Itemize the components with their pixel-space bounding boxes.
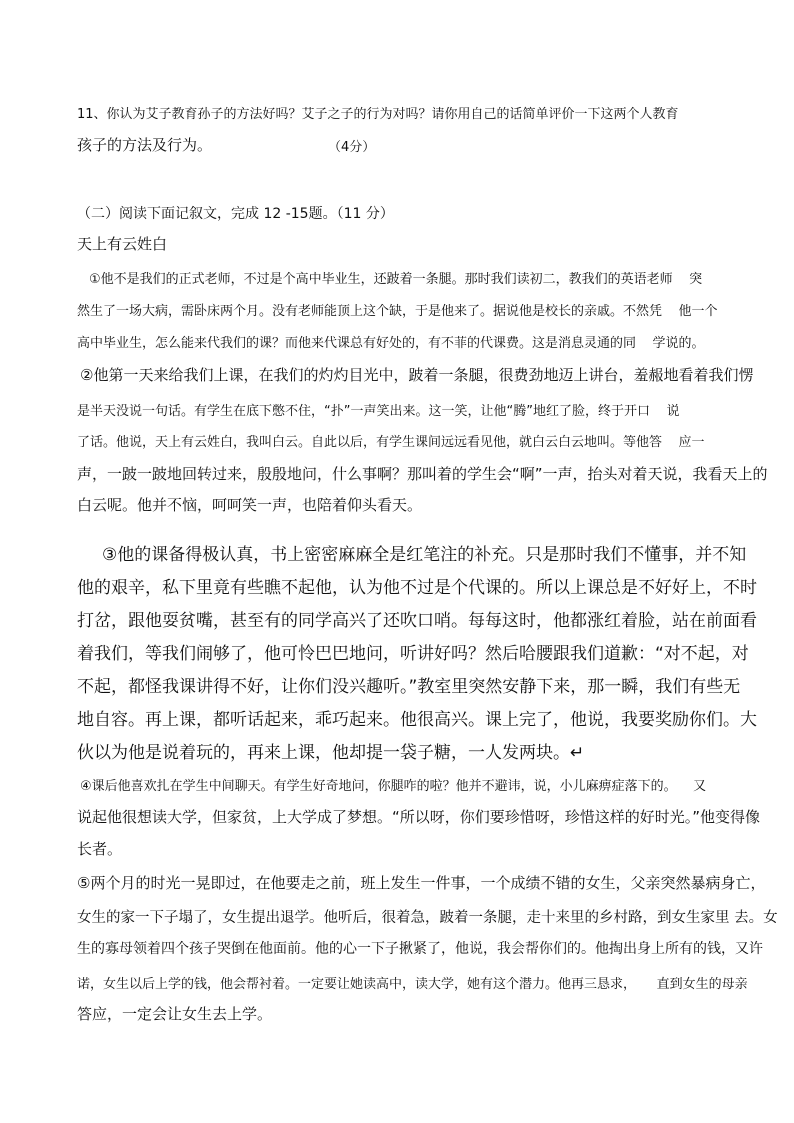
paragraph-line: 长者。 — [77, 840, 123, 858]
paragraph-line: ⑤两个月的时光一晃即过，在他要走之前，班上发生一件事，一个成绩不错的女生，父亲突然暴病身亡， — [77, 874, 766, 892]
paragraph-line: 答应，一定会让女生去上学。 — [77, 1005, 273, 1023]
paragraph-line: 说起他很想读大学，但家贫，上大学成了梦想。“所以呀，你们要珍惜呀，珍惜这样的好时光。”他变得像 — [77, 808, 761, 826]
passage-title: 天上有云姓白 — [77, 235, 168, 253]
question-text-line-1: 11、你认为艾子教育孙子的方法好吗？艾子之子的行为对吗？请你用自己的话简单评价一下这两个人教育 — [77, 107, 679, 122]
paragraph-line: ③他的课备得极认真，书上密密麻麻全是红笔注的补充。只是那时我们不懂事，并不知 — [102, 545, 747, 565]
paragraph-line: ①他不是我们的正式老师，不过是个高中毕业生，还跛着一条腿。那时我们读初二，教我们的英语老师 突 — [89, 272, 703, 287]
paragraph-line: 高中毕业生，怎么能来代我们的课？而他来代课总有好处的，有不菲的代课费。这是消息灵通的同 学说的。 — [77, 336, 705, 351]
paragraph-line: ②他第一天来给我们上课，在我们的灼灼目光中，跛着一条腿，很费劲地迈上讲台，羞赧地看着我们愣 — [80, 366, 754, 384]
paragraph-line: 然生了一场大病，需卧床两个月。没有老师能顶上这个缺，于是他来了。据说他是校长的亲戚。不然凭 他一个 — [77, 304, 718, 319]
paragraph-line: 了话。他说，天上有云姓白，我叫白云。自此以后，有学生课间远远看见他，就白云白云地叫。等他答 应一 — [77, 435, 705, 450]
question-score: （4分） — [328, 140, 376, 155]
section-instruction: （二）阅读下面记叙文，完成 12 -15题。（11 分） — [77, 206, 394, 222]
paragraph-line: 是半天没说一句话。有学生在底下憋不住，“扑”一声笑出来。这一笑，让他“腾”地红了脸，终于开口 说 — [77, 404, 680, 419]
paragraph-line: ④课后他喜欢扎在学生中间聊天。有学生好奇地问，你腿咋的啦？他并不避讳，说，小儿麻痹症落下的。 又 — [80, 779, 707, 794]
paragraph-line: 着我们，等我们闹够了，他可怜巴巴地问，听讲好吗？然后哈腰跟我们道歉：“对不起，对 — [77, 644, 749, 664]
question-text-line-2: 孩子的方法及行为。 — [77, 136, 213, 154]
paragraph-line: 白云呢。他并不恼，呵呵笑一声，也陪着仰头看天。 — [77, 496, 423, 514]
paragraph-line: 生的寡母领着四个孩子哭倒在他面前。他的心一下子揪紧了，他说，我会帮你们的。他掏出身上所有的钱，又许 — [77, 941, 763, 957]
paragraph-line: 他的艰辛，私下里竟有些瞧不起他，认为他不过是个代课的。所以上课总是不好好上，不时 — [77, 578, 757, 598]
paragraph-line: 打岔，跟他耍贫嘴，甚至有的同学高兴了还吹口哨。每每这时，他都涨红着脸，站在前面看 — [77, 611, 757, 631]
paragraph-line: 女生的家一下子塌了，女生提出退学。他听后，很着急，跛着一条腿，走十来里的乡村路，到女生家里 去。女 — [77, 910, 778, 926]
paragraph-line: 诺，女生以后上学的钱，他会帮衬着。一定要让她读高中，读大学，她有这个潜力。他再三恳求， 直到女生的母亲 — [77, 977, 748, 992]
paragraph-line: 声，一跛一跛地回转过来，殷殷地问，什么事啊？那叫着的学生会“啊”一声，抬头对着天说，我看天上的 — [77, 465, 768, 483]
paragraph-line: 伙以为他是说着玩的，再来上课，他却提一袋子糖，一人发两块。↵ — [77, 743, 585, 763]
paragraph-line: 不起，都怪我课讲得不好，让你们没兴趣听。”教室里突然安静下来，那一瞬，我们有些无 — [77, 677, 741, 697]
paragraph-line: 地自容。再上课，都听话起来，乖巧起来。他很高兴。课上完了，他说，我要奖励你们。大 — [77, 710, 757, 730]
